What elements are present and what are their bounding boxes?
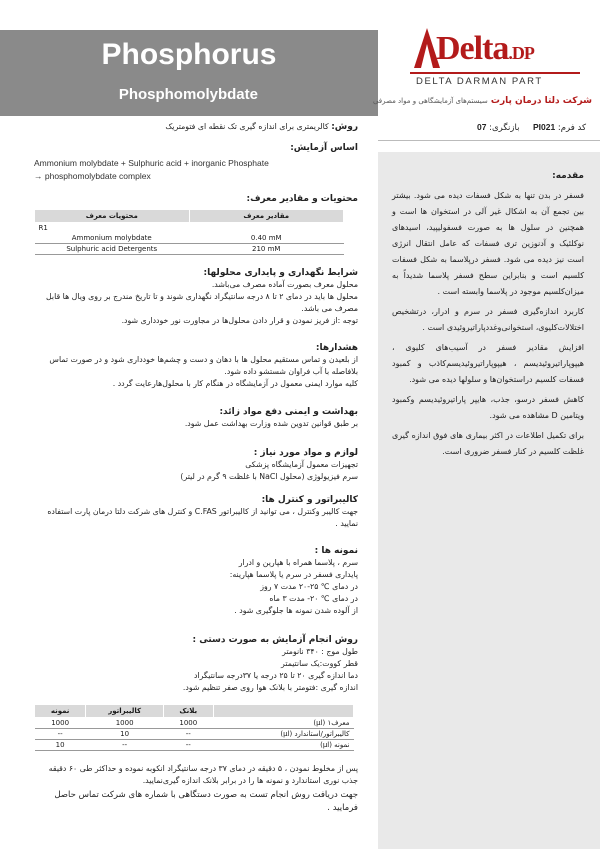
procedure-line: طول موج : ۳۴۰ نانومتر [282, 647, 358, 656]
table-row [35, 244, 344, 255]
equipment-line: سرم فیزیولوژی (محلول NaCl با غلظت ۹ گرم در لیتر) [180, 472, 358, 481]
logo-divider [410, 72, 580, 74]
storage-line: محلول ها باید در دمای ۲ تا ۸ درجه سانتیگراد نگهداری شوند و تا تاریخ مندرج بر روی ویال ها قابل مصرف می باشد. [46, 292, 358, 313]
contents-section [38, 193, 358, 205]
method-value: کالریمتری برای اندازه گیری تک نقطه ای فتومتریک [165, 122, 329, 131]
procedure-note: پس از مخلوط نمودن ، ۵ دقیقه در دمای ۳۷ درجه سانتیگراد انکوبه نموده و حداکثر طی ۶۰ دقیقه جذب نوری استاندارد و نمونه ها را در برابر بلانک اندازه گیری‌نمایید. [48, 764, 358, 785]
reagent-label: R1 [38, 224, 48, 232]
contents-table [34, 209, 344, 255]
procedure-table [34, 704, 354, 751]
procedure-cell: 1000 [86, 718, 164, 729]
procedure-line: اندازه گیری :فتومتر با بلانک هوا روی صفر تنظیم شود. [182, 683, 358, 692]
procedure-col-sample: نمونه [35, 705, 86, 718]
title-bar [0, 30, 378, 116]
intro-paragraph: فسفر در بدن تنها به شکل فسفات دیده می شود. بیشتر بین تجمع آن به اشکال غیر آلی در استخوان ها است و همچنین در سلول ها به صورت فسفولیپید، اسیدهای نوکلئیک و آدنوزین تری فسفات که عامل انتقال انرژی است نیز دیده می شود. فسفر درپلاسما به شکل فسفات کلسیم است و بنابراین سطح فسفر پلاسما شدیداً به میزان‌کلسیم موجود در پلاسما وابسته است . [392, 191, 584, 296]
revision-label: بازنگری: [489, 123, 520, 133]
procedure-line: دما اندازه گیری ۲۰ تا ۲۵ درجه یا ۳۷درجه سانتیگراد [193, 671, 358, 680]
contents-amount: 0.40 mM [189, 233, 344, 244]
contents-amount: 210 mM [189, 244, 344, 255]
contents-name: Sulphuric acid Detergents [35, 244, 190, 255]
intro-heading: مقدمه: [552, 171, 584, 181]
procedure-note: جهت دریافت روش انجام تست به صورت دستگاهی با شماره های شرکت تماس حاصل فرمایید . [54, 790, 358, 813]
procedure-section [38, 634, 358, 694]
calibration-heading: کالیبراتور و کنترل ها: [261, 495, 358, 505]
storage-heading: شرایط نگهداری و پایداری محلولها: [203, 268, 358, 278]
table-row [35, 233, 344, 244]
procedure-cell: 10 [86, 729, 164, 740]
calibration-section [38, 494, 358, 530]
contents-name: Ammonium molybdate [35, 233, 190, 244]
logo-text [436, 30, 534, 68]
warnings-section [38, 342, 358, 390]
storage-line: محلول معرف بصورت آماده مصرف می‌باشد. [211, 280, 358, 289]
procedure-cell: 1000 [163, 718, 213, 729]
contents-heading: محتویات و مقادیر معرف: [246, 194, 358, 204]
procedure-row-label: نمونه (µl) [213, 740, 353, 751]
disposal-heading: بهداشت و ایمنی دفع مواد زائد: [219, 407, 358, 417]
intro-paragraph: کاربرد اندازه‌گیری فسفر در سرم و ادرار، درتشخیص اختلالات‌کلیوی، استخوانی‌وغددپاراتیروئیدی است . [392, 307, 584, 332]
code-label: کد فرم: [557, 123, 586, 133]
samples-line: در دمای ℃ ۲۵-۲۰ مدت ۷ روز [260, 582, 358, 591]
principle-line: Ammonium molybdate + Sulphuric acid + inorganic Phosphate [34, 158, 269, 168]
procedure-cell: -- [86, 740, 164, 751]
procedure-line: قطر کووت:یک سانتیمتر [281, 659, 358, 668]
procedure-row-label: کالیبراتور/استاندارد (µl) [213, 729, 353, 740]
samples-line: از آلوده شدن نمونه ها جلوگیری شود . [234, 606, 358, 615]
procedure-col-blank: بلانک [163, 705, 213, 718]
equipment-heading: لوازم و مواد مورد نیاز : [253, 448, 358, 458]
procedure-cell: -- [163, 729, 213, 740]
procedure-heading: روش انجام آزمایش به صورت دستی : [192, 635, 358, 645]
intro-paragraph: افزایش مقادیر فسفر در آسیب‌های کلیوی ، هیپوپاراتیروئیدیسم ، هیپوپاراتیروئیدیسم‌کاذب و کمبود فسفات کلسیم دراستخوان‌ها و سلولها دیده می شود. [392, 343, 584, 384]
logo-subtitle: DELTA DARMAN PART [416, 76, 543, 87]
procedure-cell: -- [163, 740, 213, 751]
company-name-fa: شرکت دلتا درمان پارت [490, 96, 592, 106]
intro-text [392, 168, 584, 464]
table-row [35, 729, 354, 740]
procedure-cell: 10 [35, 740, 86, 751]
warnings-line: از بلعیدن و تماس مستقیم محلول ها با دهان و دست و چشم‌ها خودداری شود و در صورت تماس بلافاصله با آب فراوان شستشو داده شود. [49, 355, 358, 376]
procedure-row-label: معرف۱ (µl) [213, 718, 353, 729]
calibration-line: جهت کالیبر وکنترل ، می توانید از کالیبراتور C.FAS و کنترل های شرکت دلتا درمان پارت استفاده نمایید . [47, 507, 358, 528]
samples-line: در دمای ℃ ۲۰- مدت ۳ ماه [269, 594, 358, 603]
samples-section [38, 545, 358, 617]
samples-line: پایداری فسفر در سرم یا پلاسما هپارینه: [229, 570, 358, 579]
warnings-line: کلیه موارد ایمنی معمول در آزمایشگاه در هنگام کار با محلول‌هارعایت گردد . [112, 379, 358, 388]
principle-formula [34, 157, 354, 183]
principle-section [38, 142, 358, 154]
samples-line: سرم ، پلاسما همراه با هپارین و ادرار [238, 558, 358, 567]
page-subtitle: Phosphomolybdate [118, 86, 258, 103]
intro-paragraph: کاهش فسفر درسو، جذب، هایپر پاراتیروئیدیسم وکمبود ویتامین D مشاهده می شود. [392, 395, 584, 420]
logo-main: Delta [436, 30, 509, 67]
table-row [35, 718, 354, 729]
page-title: Phosphorus [101, 38, 277, 71]
procedure-cell: -- [35, 729, 86, 740]
contents-col-amount: مقادیر معرف [189, 210, 344, 223]
samples-heading: نمونه ها : [314, 546, 358, 556]
storage-line: توجه :از فریز نمودن و قرار دادن محلول‌ها در مجاورت نور خودداری شود. [121, 316, 358, 325]
equipment-section [38, 447, 358, 483]
header-divider [378, 140, 600, 141]
contents-col-content: محتویات معرف [35, 210, 190, 223]
disposal-line: بر طبق قوانین تدوین شده وزارت بهداشت عمل شود. [184, 419, 358, 428]
warnings-heading: هشدارها: [315, 343, 358, 353]
intro-paragraph: برای تکمیل اطلاعات در اکثر بیماری های فوق اندازه گیری غلظت کلسیم در کنار فسفر ضروری است. [392, 431, 584, 456]
procedure-col-label [213, 705, 353, 718]
company-name [373, 96, 592, 106]
method [38, 121, 358, 133]
revision-value: 07 [476, 122, 487, 132]
table-row [35, 740, 354, 751]
procedure-cell: 1000 [35, 718, 86, 729]
company-tagline: سیستم‌های آزمایشگاهی و مواد مصرفی [372, 97, 488, 105]
storage-section [38, 267, 358, 327]
logo-suffix: .DP [508, 43, 534, 63]
principle-line: → phosphomolybdate complex [34, 171, 151, 181]
principle-heading: اساس آزمایش: [290, 143, 358, 153]
procedure-notes [38, 763, 358, 815]
equipment-line: تجهیزات معمول آزمایشگاه پزشکی [245, 460, 358, 469]
procedure-col-calibrator: کالیبراتور [86, 705, 164, 718]
method-label: روش: [331, 122, 358, 132]
disposal-section [38, 406, 358, 430]
code-value: PI021 [532, 122, 556, 132]
form-code [477, 122, 586, 133]
